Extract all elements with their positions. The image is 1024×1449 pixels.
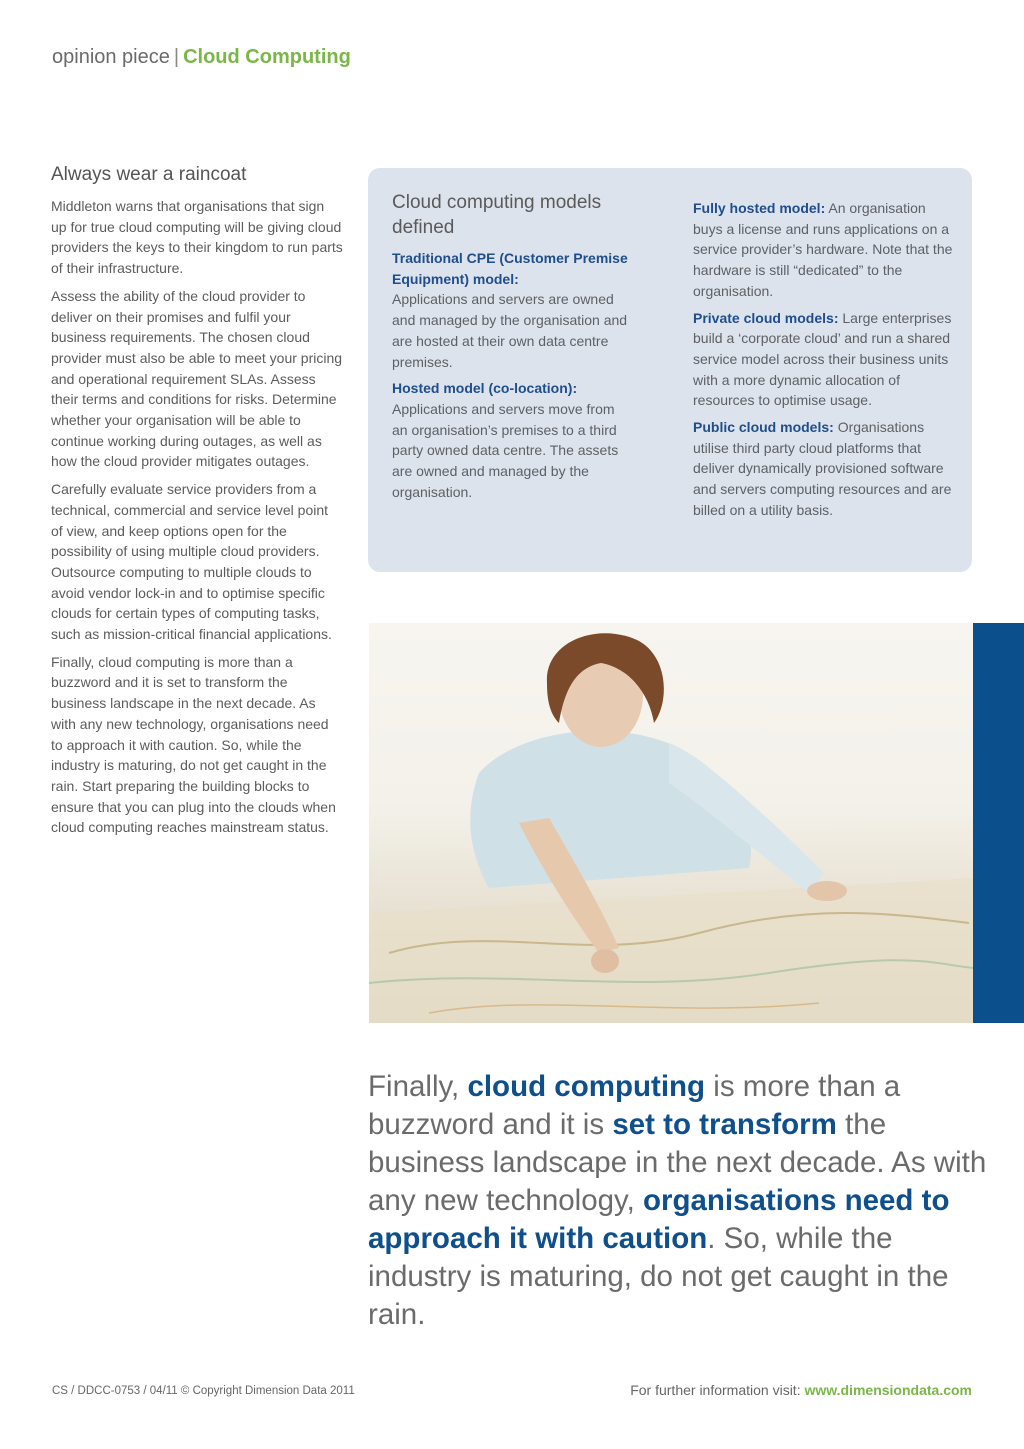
pull-quote <box>368 1068 988 1334</box>
model-term: Traditional CPE (Customer Premise Equipment) model: <box>392 250 628 287</box>
quote-text: the business landscape in the next decade. As with any new technology, <box>368 1108 987 1217</box>
model-entry <box>392 248 632 372</box>
model-term: Public cloud models: <box>693 419 834 436</box>
models-column-right <box>693 198 957 527</box>
footer-info-label: For further information visit: <box>630 1382 801 1398</box>
blue-accent-bar <box>973 623 1024 1023</box>
model-term: Fully hosted model: <box>693 200 826 216</box>
article-column <box>51 164 343 845</box>
model-term: Hosted model (co-location): <box>392 380 578 397</box>
model-entry <box>693 198 957 302</box>
models-sidebar <box>368 168 972 572</box>
header-separator: | <box>173 46 180 68</box>
model-entry <box>392 378 632 502</box>
photo-illustration <box>369 623 973 1023</box>
quote-highlight: set to transform <box>612 1108 837 1141</box>
article-paragraph: Finally, cloud computing is more than a buzzword and it is set to transform the business landscape in the next decade. As with any new technology, organisations need to approach it with caution. So, while the industry is maturing, do not get caught in the rain. Start preparing the building blocks to ensure that you can plug into the clouds when cloud computing reaches mainstream status. <box>51 653 336 836</box>
model-text: Organisations utilise third party cloud platforms that deliver dynamically provisioned software and servers computing resources and are billed on a utility basis. <box>693 419 952 518</box>
quote-text: is more than a buzzword and it is <box>368 1070 901 1141</box>
article-heading: Always wear a raincoat <box>51 164 247 185</box>
models-column-left <box>392 190 632 508</box>
header-section: Cloud Computing <box>183 46 351 68</box>
model-text: An organisation buys a license and runs applications on a service provider’s hardware. Note that the hardware is still “dedicated” to the organisation. <box>693 200 953 299</box>
model-entry <box>693 417 957 521</box>
quote-text: Finally, <box>368 1070 468 1103</box>
model-text: Large enterprises build a ‘corporate cloud’ and run a shared service model across their business units with a more dynamic allocation of resources to optimise usage. <box>693 309 952 409</box>
hand-pointing <box>591 949 619 973</box>
footer-info <box>630 1382 972 1398</box>
model-term: Private cloud models: <box>693 309 839 326</box>
footer-url-link[interactable]: www.dimensiondata.com <box>804 1382 972 1398</box>
sidebar-title: Cloud computing models defined <box>392 192 602 238</box>
article-paragraph: Assess the ability of the cloud provider to deliver on their promises and fulfil your business requirements. The chosen cloud provider must also be able to meet your pricing and operational requirement SLAs. Assess their terms and conditions for risks. Determine whether your organisation will be able to continue working during outages, as well as how the cloud provider mitigates outages. <box>51 287 343 470</box>
article-paragraph: Middleton warns that organisations that sign up for true cloud computing will be giving cloud providers the keys to their kingdom to run parts of their infrastructure. <box>51 198 343 277</box>
model-entry <box>693 308 957 412</box>
quote-highlight: organisations need to approach it with caution <box>368 1184 950 1255</box>
quote-highlight: cloud computing <box>467 1070 706 1103</box>
woman-studying-map-photo <box>369 623 973 1023</box>
quote-text: . So, while the industry is maturing, do not get caught in the rain. <box>368 1222 949 1331</box>
model-text: Applications and servers are owned and managed by the organisation and are hosted at their own data centre premises. <box>392 291 628 370</box>
page-header <box>52 46 351 69</box>
footer-reference: CS / DDCC-0753 / 04/11 © Copyright Dimension Data 2011 <box>52 1385 355 1397</box>
header-category: opinion piece <box>52 46 170 68</box>
article-paragraph: Carefully evaluate service providers from a technical, commercial and service level point of view, and keep options open for the possibility of using multiple cloud providers. Outsource computing to multiple clouds to avoid vendor lock-in and to optimise specific clouds for certain types of computing tasks, such as mission-critical financial applications. <box>51 481 332 643</box>
model-text: Applications and servers move from an organisation’s premises to a third party owned data centre. The assets are owned and managed by the organisation. <box>392 400 619 500</box>
hand-resting <box>807 881 847 901</box>
